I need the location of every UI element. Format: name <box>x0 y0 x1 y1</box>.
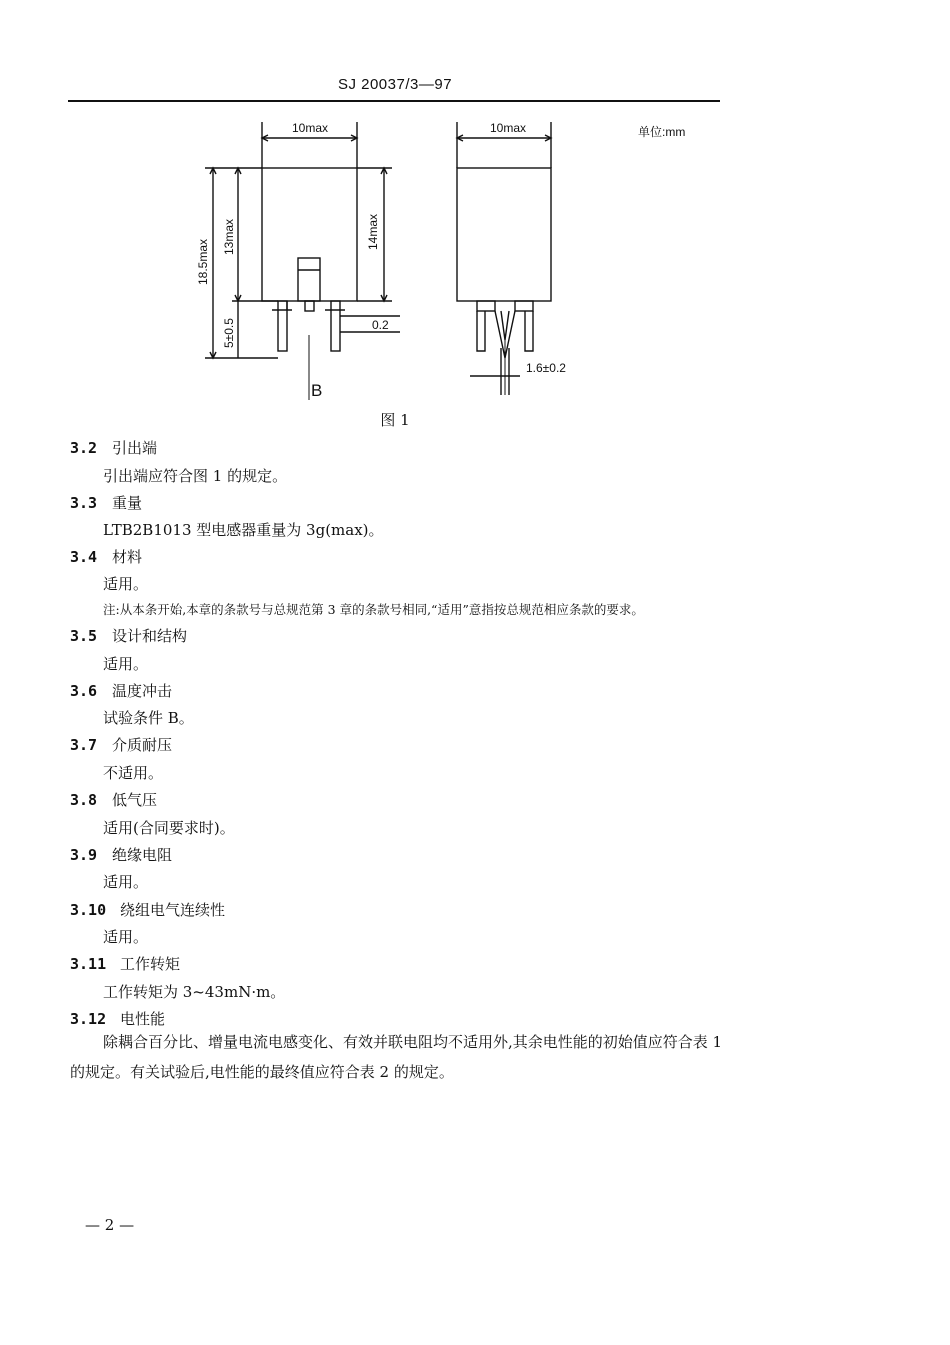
dim-pin-length: 5±0.5 <box>222 318 236 348</box>
section-3-8-heading: 3.8 低气压 <box>70 791 158 809</box>
dim-pin-gap: 0.2 <box>372 318 389 332</box>
section-3-7-text: 不适用。 <box>103 764 164 782</box>
section-3-6-heading: 3.6 温度冲击 <box>70 682 173 700</box>
left-view <box>196 121 400 400</box>
section-3-9-text: 适用。 <box>103 873 149 891</box>
section-mark-b: B <box>311 381 323 400</box>
section-3-4-note: 注:从本条开始,本章的条款号与总规范第 3 章的条款号相同,“适用”意指按总规范相应条款的要求。 <box>103 602 644 617</box>
section-3-6-text: 试验条件 B。 <box>103 709 194 727</box>
section-3-10-text: 适用。 <box>103 928 149 946</box>
section-3-12-heading: 3.12 电性能 <box>70 1010 166 1028</box>
section-3-3-heading: 3.3 重量 <box>70 494 143 512</box>
figure-caption: 图 1 <box>380 411 410 429</box>
section-3-3-text: LTB2B1013 型电感器重量为 3g(max)。 <box>103 521 384 539</box>
section-3-9-heading: 3.9 绝缘电阻 <box>70 846 173 864</box>
section-3-2-heading: 3.2 引出端 <box>70 439 158 457</box>
document-code-header: SJ 20037/3—97 <box>337 76 453 93</box>
dim-width-right: 10max <box>489 121 527 135</box>
section-3-2-text: 引出端应符合图 1 的规定。 <box>103 467 288 485</box>
section-3-4-text: 适用。 <box>103 575 149 593</box>
section-3-10-heading: 3.10 绕组电气连续性 <box>70 901 226 919</box>
section-3-11-text: 工作转矩为 3~43mN·m。 <box>103 983 286 1001</box>
dim-height-total: 18.5max <box>196 238 210 285</box>
dim-height-body: 13max <box>222 218 236 255</box>
section-3-7-heading: 3.7 介质耐压 <box>70 736 173 754</box>
unit-label: 单位:mm <box>638 125 686 139</box>
page-number: — 2 — <box>85 1216 135 1234</box>
section-3-11-heading: 3.11 工作转矩 <box>70 955 181 973</box>
dim-height-side: 14max <box>366 213 380 250</box>
section-3-12-paragraph: 除耦合百分比、增量电流电感变化、有效并联电阻均不适用外,其余电性能的初始值应符合表 1 的规定。有关试验后,电性能的最终值应符合表 2 的规定。 <box>70 1033 723 1081</box>
section-3-8-text: 适用(合同要求时)。 <box>103 819 235 837</box>
figure-1-drawing <box>0 110 720 400</box>
header-rule <box>68 100 720 102</box>
dim-pin-pitch: 1.6±0.2 <box>526 361 566 375</box>
section-3-5-heading: 3.5 设计和结构 <box>70 627 188 645</box>
section-3-5-text: 适用。 <box>103 655 149 673</box>
dim-width-left: 10max <box>291 121 329 135</box>
right-view <box>457 121 566 395</box>
section-3-4-heading: 3.4 材料 <box>70 548 143 566</box>
